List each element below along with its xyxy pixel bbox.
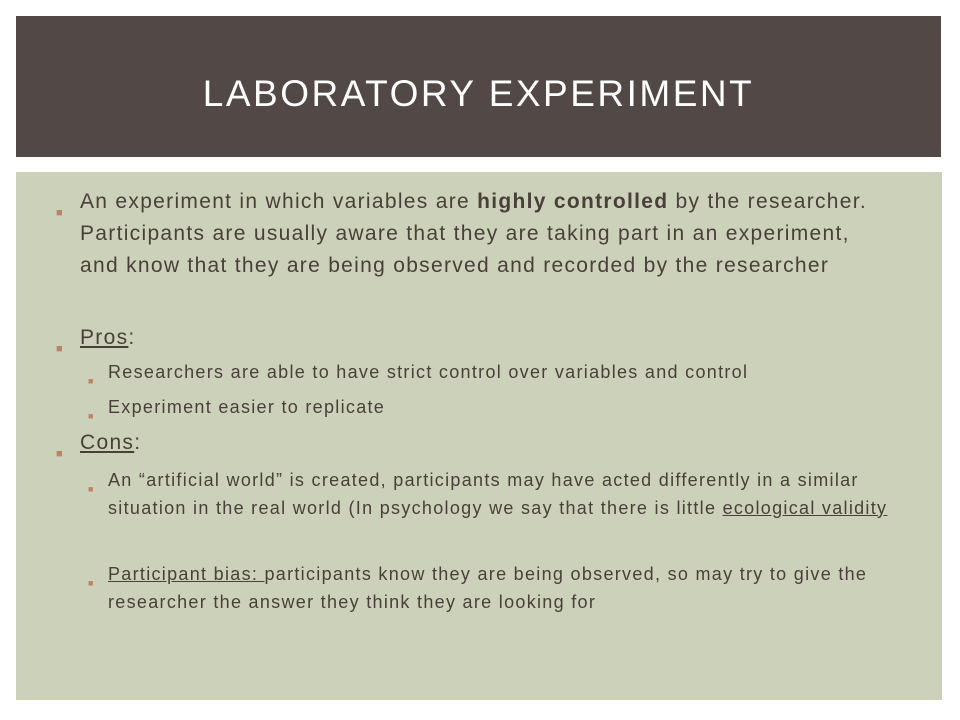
pros-item-1 <box>90 359 920 387</box>
pros-colon: : <box>128 326 136 349</box>
square-bullet-icon: ■ <box>88 484 95 494</box>
cons-heading-item <box>56 427 892 460</box>
cons-item-1-text <box>90 467 920 522</box>
intro-item <box>56 186 892 282</box>
square-bullet-icon: ■ <box>88 376 95 386</box>
intro-part1: An experiment in which variables are <box>80 190 478 213</box>
pros-item-2-text: Experiment easier to replicate <box>108 397 386 417</box>
pros-item-2 <box>90 394 920 422</box>
square-bullet-icon: ■ <box>56 343 64 355</box>
cons-item-1 <box>90 467 920 522</box>
square-bullet-icon: ■ <box>56 207 64 219</box>
cons-item-1-body: An “artificial world” is created, participants may have acted differently in a similar situation in the real world (In psychology we say that there is little <box>108 470 859 518</box>
ecological-validity-term: ecological validity <box>722 497 888 518</box>
cons-item-2 <box>90 561 920 616</box>
cons-heading: Cons <box>80 431 135 454</box>
title-band <box>16 16 941 157</box>
pros-heading-item <box>56 322 892 355</box>
cons-colon: : <box>134 431 142 454</box>
square-bullet-icon: ■ <box>56 448 64 460</box>
pros-item-1-text: Researchers are able to have strict control over variables and control <box>108 362 749 382</box>
intro-text <box>62 186 892 282</box>
cons-item-2-body: participants know they are being observed, so may try to give the researcher the answer they think they are looking for <box>108 564 868 612</box>
cons-item-2-text <box>90 561 920 616</box>
intro-bold: highly controlled <box>477 190 669 213</box>
pros-heading: Pros <box>80 326 129 349</box>
square-bullet-icon: ■ <box>88 411 95 421</box>
square-bullet-icon: ■ <box>88 578 95 588</box>
participant-bias-term: Participant bias: <box>108 564 265 584</box>
intro-part2: by the researcher. Participants are usually aware that they are taking part in an experiment, and know that they are being observed and recorded by the researcher <box>80 190 868 277</box>
slide-title: LABORATORY EXPERIMENT <box>202 72 755 114</box>
